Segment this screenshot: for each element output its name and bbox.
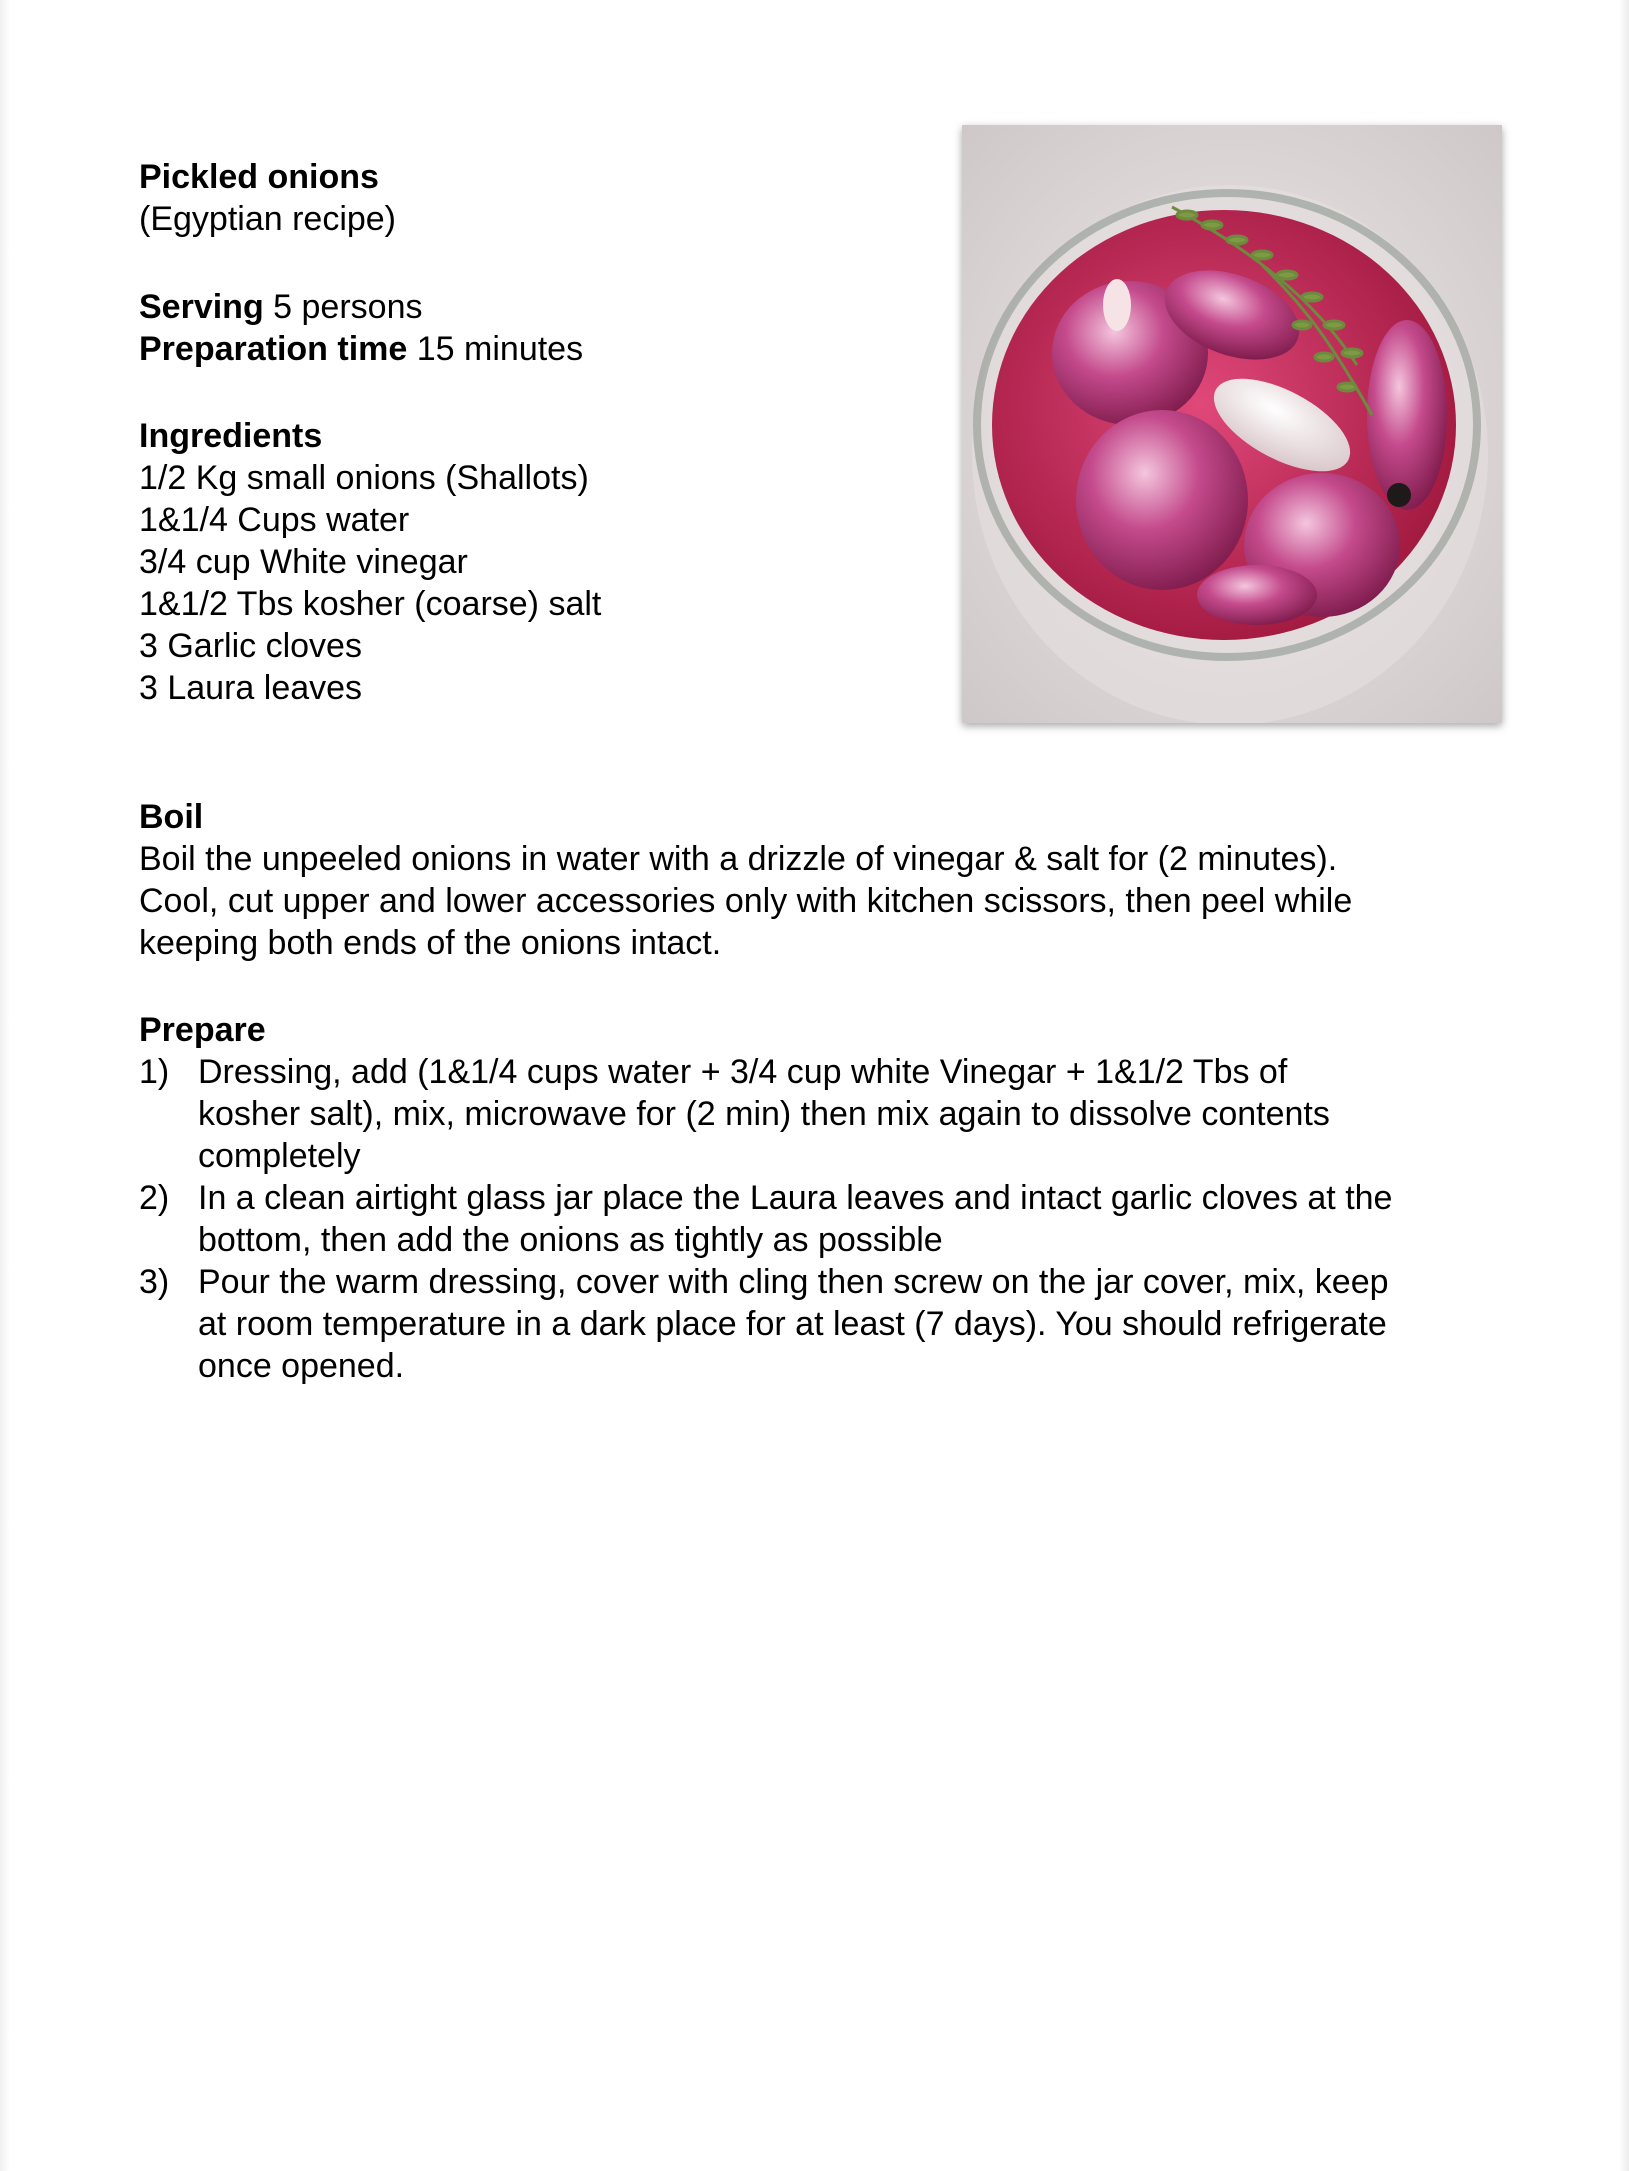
step-text-line: bottom, then add the onions as tightly as possible: [198, 1221, 943, 1259]
prepare-heading: Prepare: [139, 1011, 266, 1049]
step-text-line: In a clean airtight glass jar place the Laura leaves and intact garlic cloves at the: [198, 1179, 1393, 1217]
recipe-info: [139, 286, 899, 370]
jar-illustration: [962, 125, 1502, 723]
prepare-section: [139, 1009, 1509, 1387]
recipe-header: [139, 156, 899, 240]
ingredient-item: 1/2 Kg small onions (Shallots): [139, 459, 589, 497]
prepare-steps: [139, 1051, 1509, 1387]
step-text-line: Pour the warm dressing, cover with cling then screw on the jar cover, mix, keep: [198, 1263, 1389, 1301]
recipe-title: Pickled onions: [139, 158, 379, 196]
pickled-onions-jar-photo: [962, 125, 1502, 723]
page-edge-right: [1619, 0, 1629, 2171]
boil-heading: Boil: [139, 798, 204, 836]
boil-text-line: Cool, cut upper and lower accessories only with kitchen scissors, then peel while: [139, 882, 1353, 920]
boil-text-line: Boil the unpeeled onions in water with a drizzle of vinegar & salt for (2 minutes).: [139, 840, 1338, 878]
onion-shape: [1076, 410, 1248, 590]
step-text-line: Dressing, add (1&1/4 cups water + 3/4 cup white Vinegar + 1&1/2 Tbs of: [198, 1053, 1288, 1091]
step-number: 3): [139, 1263, 170, 1301]
serving-row: [139, 286, 899, 328]
ingredients-section: [139, 415, 899, 709]
prep-time-label: Preparation time: [139, 330, 408, 368]
onion-tip-shape: [1103, 279, 1131, 331]
step-text-line: completely: [198, 1137, 361, 1175]
prep-time-row: [139, 328, 899, 370]
ingredient-item: 3/4 cup White vinegar: [139, 543, 468, 581]
onion-shape: [1197, 565, 1317, 625]
ingredient-item: 3 Laura leaves: [139, 669, 363, 707]
boil-section: [139, 796, 1499, 964]
prepare-step: [139, 1261, 1509, 1387]
step-number: 1): [139, 1053, 170, 1091]
step-text-line: at room temperature in a dark place for at least (7 days). You should refrigerate: [198, 1305, 1387, 1343]
page-edge-left: [0, 0, 10, 2171]
prepare-step: [139, 1177, 1509, 1261]
peppercorn-shape: [1387, 483, 1411, 507]
prep-time-value: 15 minutes: [416, 330, 584, 368]
ingredient-item: 1&1/2 Tbs kosher (coarse) salt: [139, 585, 602, 623]
boil-text-line: keeping both ends of the onions intact.: [139, 924, 722, 962]
ingredients-heading: Ingredients: [139, 417, 323, 455]
recipe-subtitle: (Egyptian recipe): [139, 200, 397, 238]
step-text-line: once opened.: [198, 1347, 405, 1385]
prepare-step: [139, 1051, 1509, 1177]
ingredient-item: 3 Garlic cloves: [139, 627, 362, 665]
step-text-line: kosher salt), mix, microwave for (2 min) then mix again to dissolve contents: [198, 1095, 1330, 1133]
step-number: 2): [139, 1179, 170, 1217]
serving-label: Serving: [139, 288, 264, 326]
onion-shape: [1367, 320, 1447, 510]
ingredient-item: 1&1/4 Cups water: [139, 501, 410, 539]
serving-value: 5 persons: [273, 288, 423, 326]
